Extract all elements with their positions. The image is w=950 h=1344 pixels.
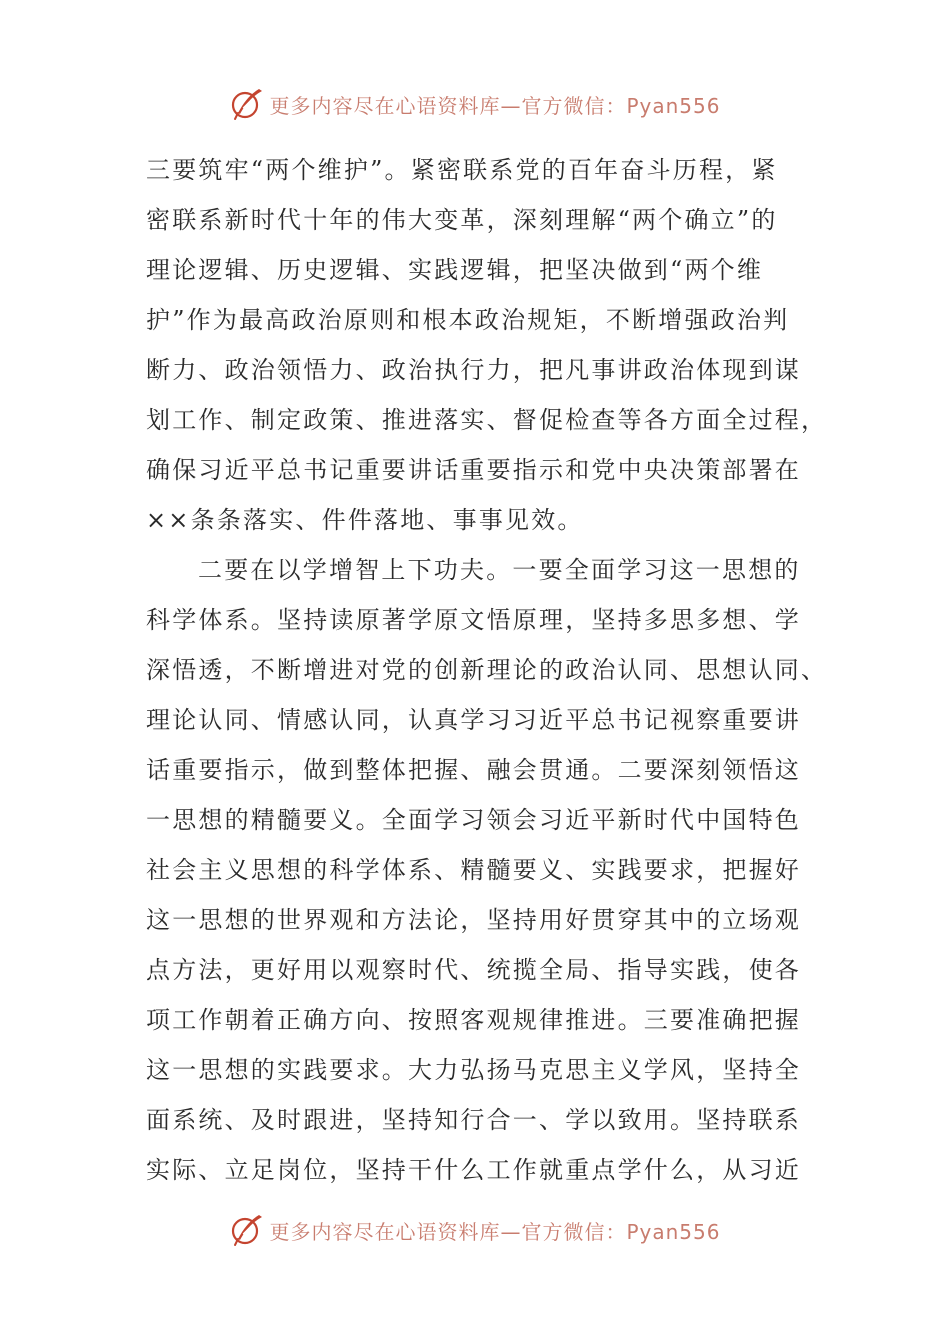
body-line: 密联系新时代十年的伟大变革，深刻理解“两个确立”的 [146, 206, 778, 234]
body-line: 项工作朝着正确方向、按照客观规律推进。三要准确把握 [146, 1006, 801, 1034]
body-line: 实际、立足岗位，坚持干什么工作就重点学什么，从习近 [146, 1156, 801, 1184]
body-line: 护”作为最高政治原则和根本政治规矩，不断增强政治判 [146, 306, 790, 334]
body-line: ××条条落实、件件落地、事事见效。 [146, 506, 584, 534]
body-line: 三要筑牢“两个维护”。紧密联系党的百年奋斗历程，紧 [146, 156, 778, 184]
body-line: 理论认同、情感认同，认真学习习近平总书记视察重要讲 [146, 706, 801, 734]
body-line: 断力、政治领悟力、政治执行力，把凡事讲政治体现到谋 [146, 356, 801, 384]
body-line: 理论逻辑、历史逻辑、实践逻辑，把坚决做到“两个维 [146, 256, 764, 284]
body-line: 这一思想的世界观和方法论，坚持用好贯穿其中的立场观 [146, 906, 801, 934]
body-line: 话重要指示，做到整体把握、融会贯通。二要深刻领悟这 [146, 756, 801, 784]
body-line: 一思想的精髓要义。全面学习领会习近平新时代中国特色 [146, 806, 801, 834]
body-line: 划工作、制定政策、推进落实、督促检查等各方面全过程， [146, 406, 828, 434]
footer-banner [0, 1208, 950, 1252]
body-line: 深悟透，不断增进对党的创新理论的政治认同、思想认同、 [146, 656, 828, 684]
paragraph-start-line: 二要在以学增智上下功夫。一要全面学习这一思想的 [198, 556, 801, 584]
body-line: 点方法，更好用以观察时代、统揽全局、指导实践，使各 [146, 956, 801, 984]
body-line: 科学体系。坚持读原著学原文悟原理，坚持多思多想、学 [146, 606, 801, 634]
body-line: 这一思想的实践要求。大力弘扬马克思主义学风，坚持全 [146, 1056, 801, 1084]
body-line: 确保习近平总书记重要讲话重要指示和党中央决策部署在 [146, 456, 801, 484]
quill-pen-logo-icon [229, 86, 265, 122]
header-banner [0, 82, 950, 126]
quill-pen-logo-icon [229, 1212, 265, 1248]
body-line: 社会主义思想的科学体系、精髓要义、实践要求，把握好 [146, 856, 801, 884]
header-banner-text: 更多内容尽在心语资料库—官方微信：Pyan556 [269, 93, 721, 118]
document-body [146, 145, 828, 1195]
body-line: 面系统、及时跟进，坚持知行合一、学以致用。坚持联系 [146, 1106, 801, 1134]
footer-banner-text: 更多内容尽在心语资料库—官方微信：Pyan556 [269, 1219, 721, 1244]
